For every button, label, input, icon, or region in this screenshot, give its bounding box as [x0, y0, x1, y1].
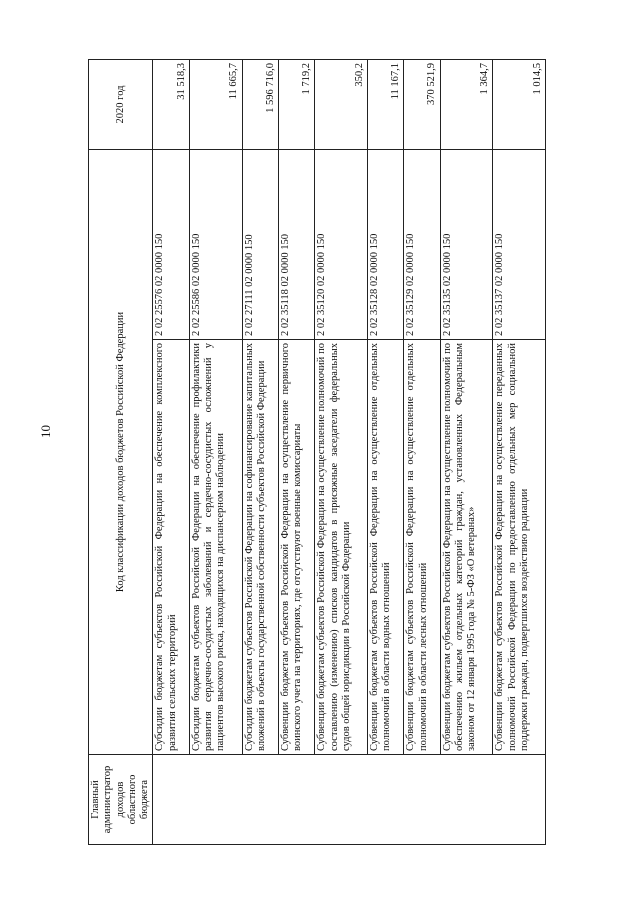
table-row — [404, 59, 440, 844]
table-row — [278, 59, 314, 844]
table-row — [189, 59, 242, 844]
row-amount: 1 014,5 — [493, 59, 546, 149]
table-body — [153, 59, 546, 844]
table-row — [315, 59, 368, 844]
row-code: 2 02 35128 02 0000 150 — [367, 149, 403, 339]
row-code: 2 02 25576 02 0000 150 — [153, 149, 189, 339]
row-amount: 11 665,7 — [189, 59, 242, 149]
rotated-table-wrapper — [88, 60, 546, 845]
row-amount: 1 596 716,0 — [242, 59, 278, 149]
row-code: 2 02 35118 02 0000 150 — [278, 149, 314, 339]
row-code: 2 02 35120 02 0000 150 — [315, 149, 368, 339]
row-amount: 350,2 — [315, 59, 368, 149]
row-code: 2 02 27111 02 0000 150 — [242, 149, 278, 339]
row-amount: 370 521,9 — [404, 59, 440, 149]
table-row — [242, 59, 278, 844]
row-code: 2 02 35129 02 0000 150 — [404, 149, 440, 339]
header-admin: Главный администратор доходов областного бюджета — [89, 755, 153, 845]
row-description: Субвенции бюджетам субъектов Российской Федерации на осуществление отдельных полномочий в области водных отношений — [367, 340, 403, 755]
admin-cell — [153, 755, 546, 845]
row-amount: 1 719,2 — [278, 59, 314, 149]
table-row — [153, 59, 189, 844]
revenue-classification-table — [88, 59, 546, 845]
row-description: Субсидии бюджетам субъектов Российской Федерации на обеспечение комплексного развития сельских территорий — [153, 340, 189, 755]
row-description: Субвенции бюджетам субъектов Российской Федерации на осуществление полномочий по обеспечению жильем отдельных категорий граждан, установленных Федеральным законом от 12 января 1995 года № 5-ФЗ «О ветеранах» — [440, 340, 493, 755]
table-row — [440, 59, 493, 844]
table-row — [493, 59, 546, 844]
header-year: 2020 год — [89, 59, 153, 149]
row-description: Субвенции бюджетам субъектов Российской Федерации на осуществление первичного воинского учета на территориях, где отсутствуют военные комиссариаты — [278, 340, 314, 755]
header-classification: Код классификации доходов бюджетов Российской Федерации — [89, 149, 153, 754]
row-description: Субвенции бюджетам субъектов Российской Федерации на осуществление полномочий по составлению (изменению) списков кандидатов в присяжные заседатели федеральных судов общей юрисдикции в Российской Федерации — [315, 340, 368, 755]
row-description: Субвенции бюджетам субъектов Российской Федерации на осуществление отдельных полномочий в области лесных отношений — [404, 340, 440, 755]
row-description: Субсидии бюджетам субъектов Российской Федерации на обеспечение профилактики развития сердечно-сосудистых заболеваний и сердечно-сосудистых осложнений у пациентов высокого риска, находящихся на диспансерном наблюдении — [189, 340, 242, 755]
row-amount: 31 518,3 — [153, 59, 189, 149]
row-amount: 1 364,7 — [440, 59, 493, 149]
row-code: 2 02 25586 02 0000 150 — [189, 149, 242, 339]
page-number: 10 — [38, 425, 53, 438]
table-row — [367, 59, 403, 844]
table-header-row — [89, 59, 153, 844]
row-description: Субсидии бюджетам субъектов Российской Федерации на софинансирование капитальных вложений в объекты государственной собственности субъектов Российской Федерации — [242, 340, 278, 755]
row-code: 2 02 35137 02 0000 150 — [493, 149, 546, 339]
row-code: 2 02 35135 02 0000 150 — [440, 149, 493, 339]
row-amount: 11 167,1 — [367, 59, 403, 149]
row-description: Субвенции бюджетам субъектов Российской Федерации на осуществление переданных полномочий Российской Федерации по предоставлению отдельных мер социальной поддержки граждан, подвергшихся воздействию радиации — [493, 340, 546, 755]
